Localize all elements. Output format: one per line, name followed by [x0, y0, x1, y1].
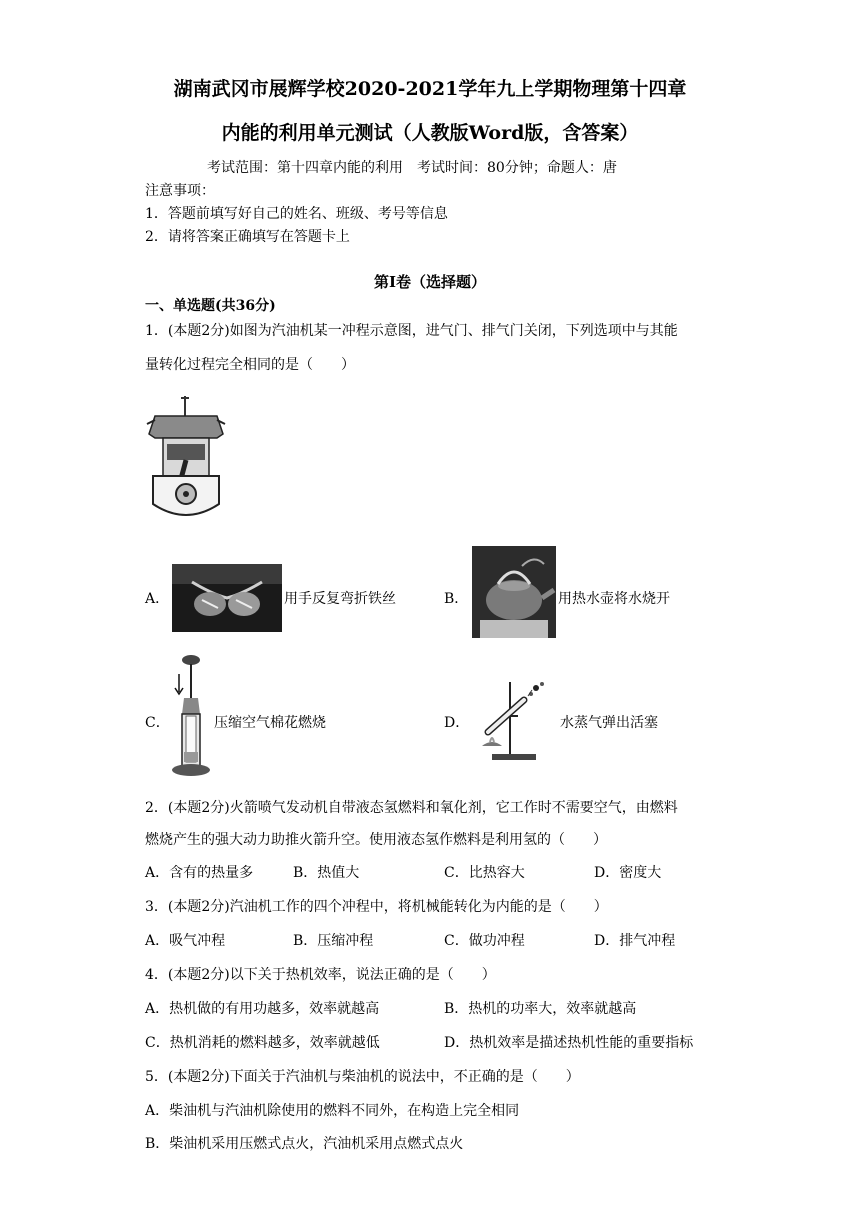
question-4-option-b: B．热机的功率大，效率就越高 [444, 1001, 637, 1017]
exam-meta: 考试范围：第十四章内能的利用 考试时间：80分钟；命题人：唐 [207, 160, 617, 176]
engine-stroke-diagram [145, 394, 227, 526]
notice-heading: 注意事项： [145, 183, 215, 199]
question-5-option-a: A．柴油机与汽油机除使用的燃料不同外，在构造上完全相同 [145, 1103, 520, 1119]
question-1-stem-line2: 量转化过程完全相同的是（ ） [145, 357, 355, 373]
question-1-option-d-letter: D． [444, 715, 470, 731]
question-3-option-d: D．排气冲程 [594, 933, 676, 949]
question-4-option-a: A．热机做的有用功越多，效率就越高 [145, 1001, 380, 1017]
question-2-option-d: D．密度大 [594, 865, 662, 881]
question-5-option-b: B．柴油机采用压燃式点火，汽油机采用点燃式点火 [145, 1136, 464, 1152]
question-3-stem: 3．(本题2分)汽油机工作的四个冲程中，将机械能转化为内能的是（ ） [145, 899, 608, 915]
kettle-photo [472, 546, 556, 638]
question-1-option-b-text: 用热水壶将水烧开 [558, 591, 670, 607]
question-4-option-c: C．热机消耗的燃料越多，效率就越低 [145, 1035, 380, 1051]
question-3-option-a: A．吸气冲程 [145, 933, 226, 949]
document-title-line2: 内能的利用单元测试（人教版Word版，含答案） [221, 122, 639, 144]
notice-item-2: 2．请将答案正确填写在答题卡上 [145, 229, 350, 245]
question-1-option-c-text: 压缩空气棉花燃烧 [214, 715, 326, 731]
question-3-option-b: B．压缩冲程 [293, 933, 374, 949]
question-2-stem-line1: 2．(本题2分)火箭喷气发动机自带液态氢燃料和氧化剂，它工作时不需要空气，由燃料 [145, 800, 678, 816]
notice-item-1: 1．答题前填写好自己的姓名、班级、考号等信息 [145, 206, 448, 222]
question-2-option-a: A．含有的热量多 [145, 865, 254, 881]
question-2-option-b: B．热值大 [293, 865, 360, 881]
bending-wire-photo [172, 564, 282, 632]
compression-tube-diagram [170, 652, 212, 778]
question-1-option-a-letter: A． [145, 591, 170, 607]
question-4-option-d: D．热机效率是描述热机性能的重要指标 [444, 1035, 694, 1051]
volume-title: 第Ⅰ卷（选择题） [373, 273, 487, 291]
question-1-option-b-letter: B． [444, 591, 469, 607]
question-2-stem-line2: 燃烧产生的强大动力助推火箭升空。使用液态氢作燃料是利用氢的（ ） [145, 832, 607, 848]
question-3-option-c: C．做功冲程 [444, 933, 525, 949]
question-5-stem: 5．(本题2分)下面关于汽油机与柴油机的说法中，不正确的是（ ） [145, 1069, 580, 1085]
question-1-option-d-text: 水蒸气弹出活塞 [560, 715, 658, 731]
question-1-stem-line1: 1．(本题2分)如图为汽油机某一冲程示意图，进气门、排气门关闭，下列选项中与其能 [145, 323, 678, 339]
question-1-option-c-letter: C． [145, 715, 170, 731]
document-title-line1: 湖南武冈市展辉学校2020-2021学年九上学期物理第十四章 [173, 78, 687, 100]
steam-piston-diagram [470, 676, 556, 764]
question-4-stem: 4．(本题2分)以下关于热机效率，说法正确的是（ ） [145, 967, 496, 983]
question-2-option-c: C．比热容大 [444, 865, 525, 881]
question-1-option-a-text: 用手反复弯折铁丝 [284, 591, 396, 607]
part-title: 一、单选题(共36分) [145, 298, 276, 314]
